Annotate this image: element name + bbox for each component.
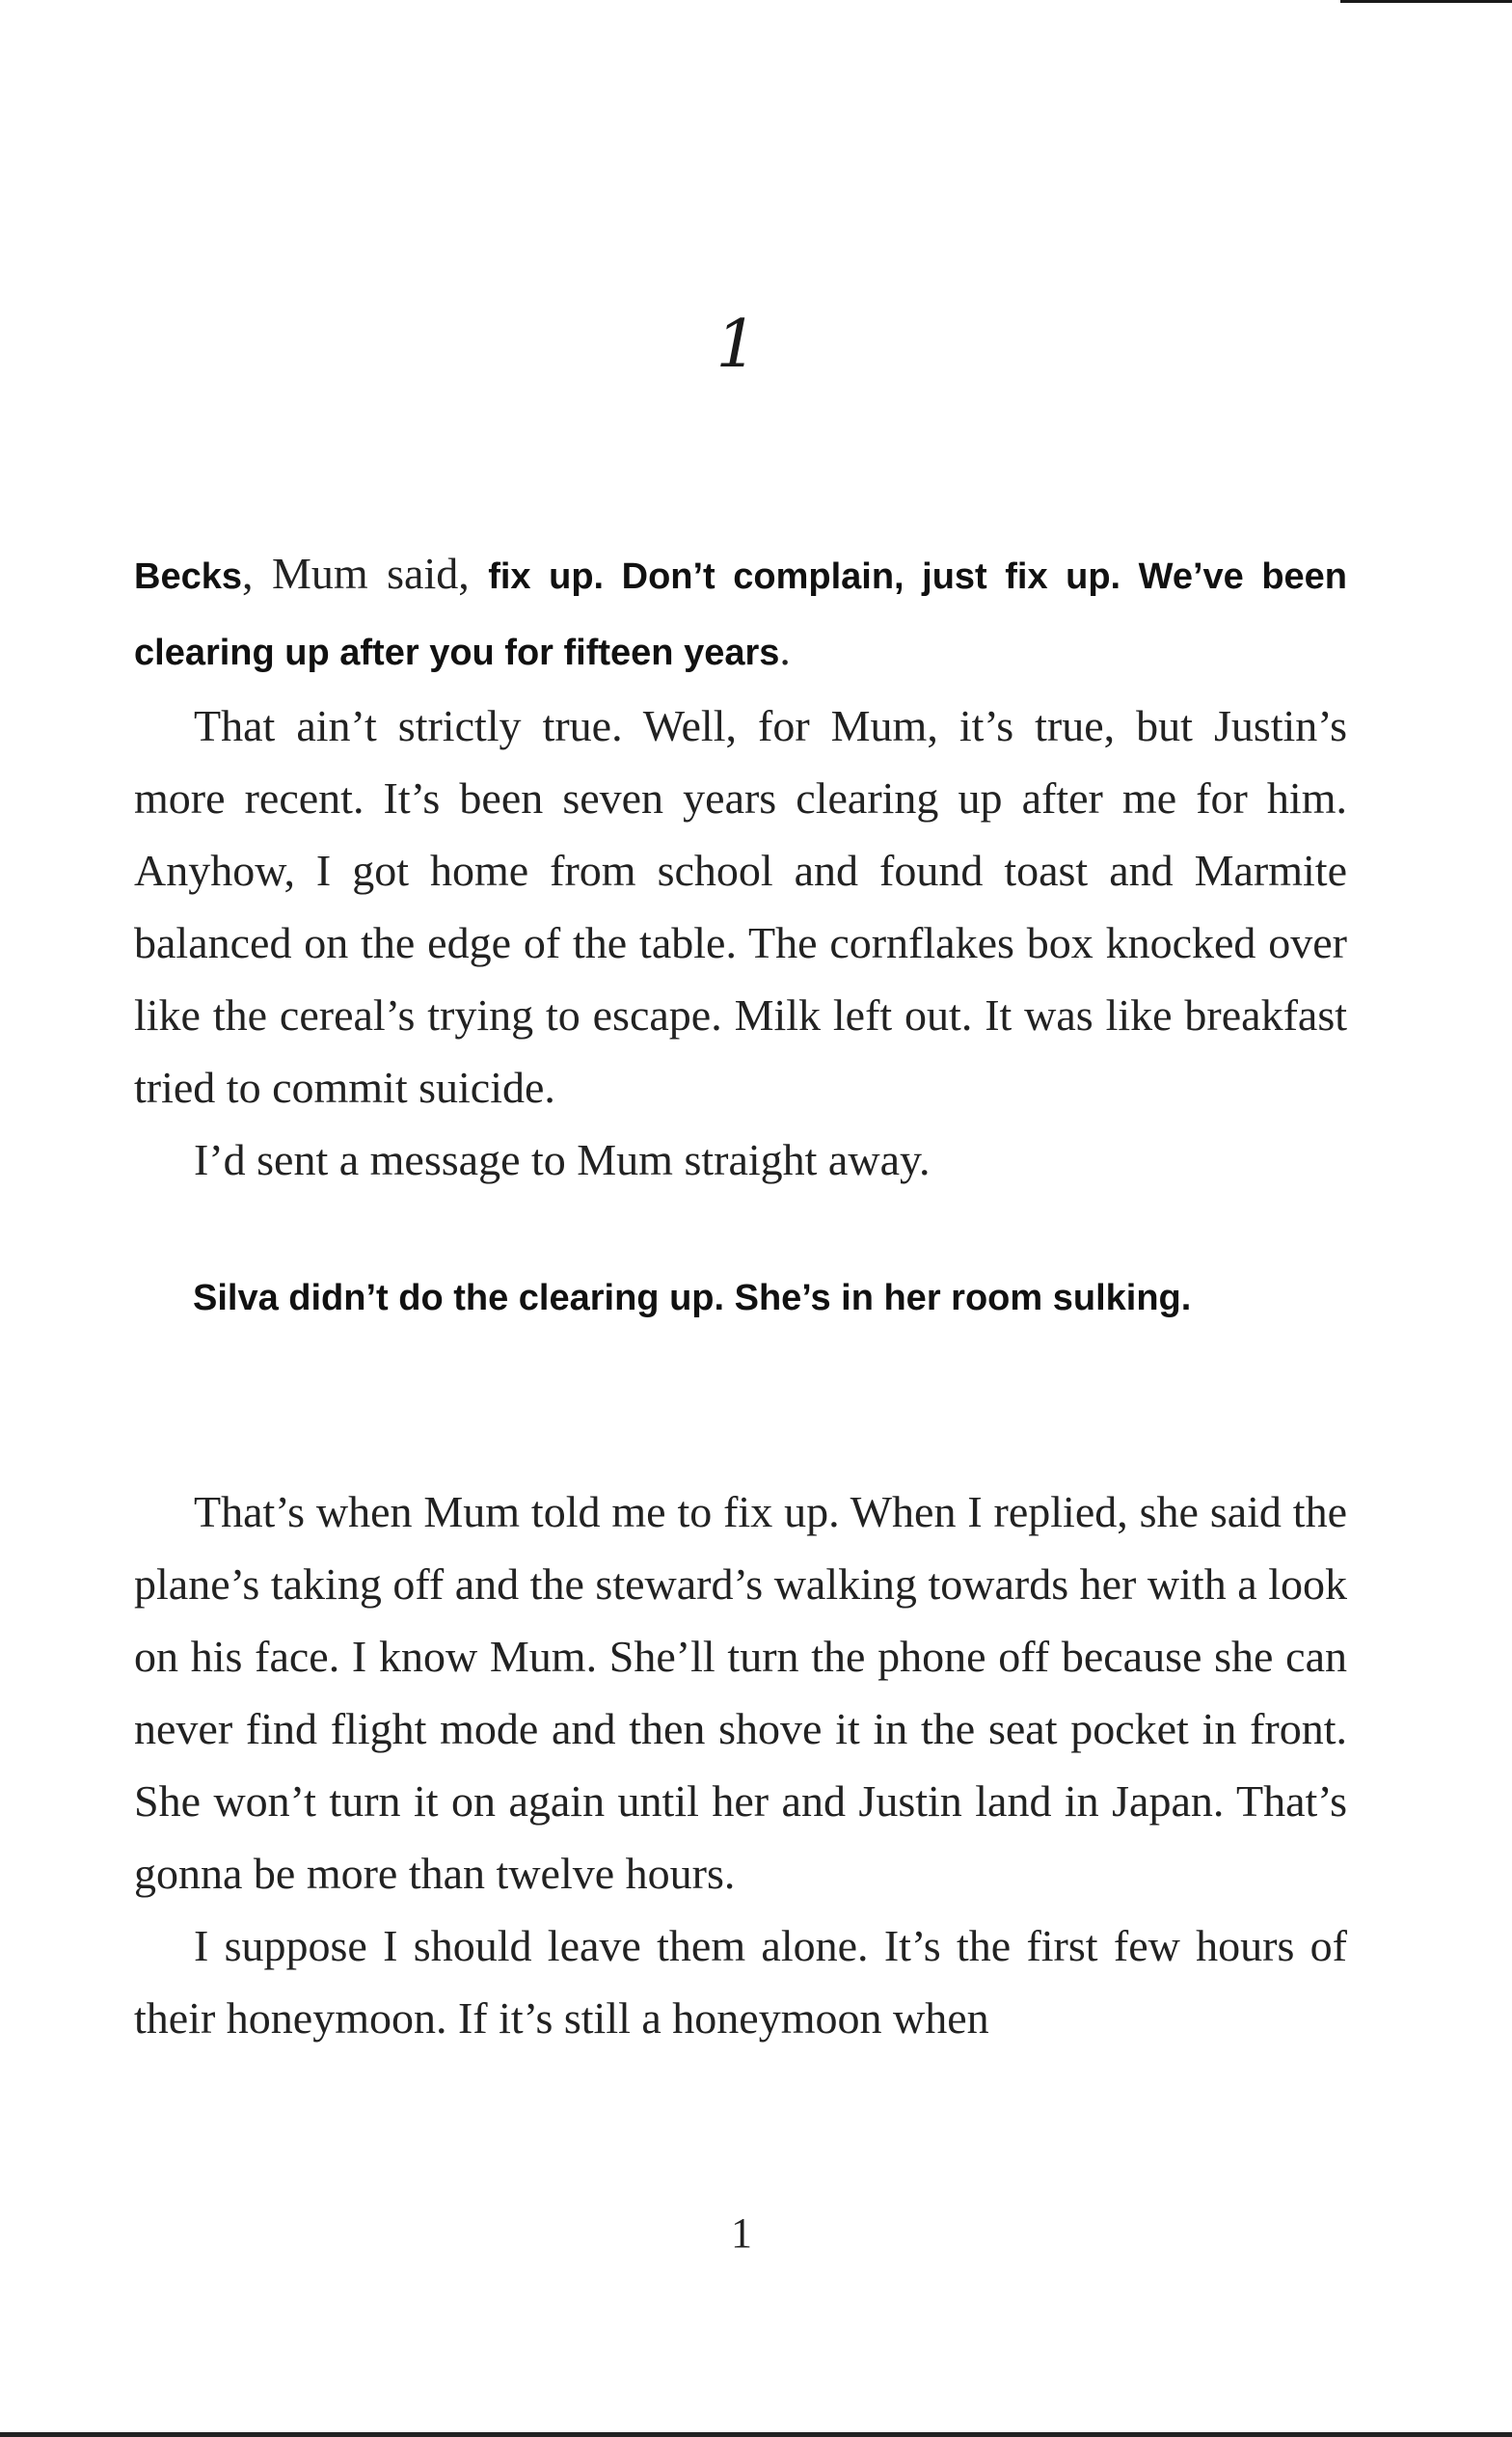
dialogue-attribution: , Mum said, <box>241 549 489 598</box>
paragraph: That ain’t strictly true. Well, for Mum, it’s true, but Justin’s more recent. It’s been seven years clearing up after me for him. Anyhow, I got home from school and found toast and Marmite balanced on the edge of the table. The cornflakes box knocked over like the cereal’s trying to escape. Milk left out. It was like breakfast tried to commit suicide. <box>134 701 1347 1112</box>
text-message: Silva didn’t do the clearing up. She’s in her room sulking. <box>193 1278 1192 1318</box>
mum-quote: fix up. Don’t complain, just fix up. We’ve been clearing up after you for fifteen years <box>134 556 1348 673</box>
page-number: 1 <box>731 2209 752 2257</box>
page-bottom-edge <box>0 2432 1512 2437</box>
paragraph: I suppose I should leave them alone. It’s the first few hours of their honeymoon. If it’s still a honeymoon when <box>134 1921 1347 2043</box>
speaker-name: Becks <box>134 556 242 597</box>
page-top-edge <box>1340 0 1512 3</box>
paragraph: That’s when Mum told me to fix up. When I replied, she said the plane’s taking off and the steward’s walking towards her with a look on his face. I know Mum. She’ll turn the phone off because she can never find flight mode and then shove it in the seat pocket in front. She won’t turn it on again until her and Justin land in Japan. That’s gonna be more than twelve hours. <box>134 1487 1347 1898</box>
paragraph: I’d sent a message to Mum straight away. <box>194 1135 931 1184</box>
opening-paragraph <box>134 537 1347 690</box>
text-section-2 <box>134 1476 1347 2054</box>
text-section-1 <box>134 537 1347 1196</box>
chapter-number: 1 <box>716 307 758 383</box>
quote-end: . <box>779 625 791 674</box>
